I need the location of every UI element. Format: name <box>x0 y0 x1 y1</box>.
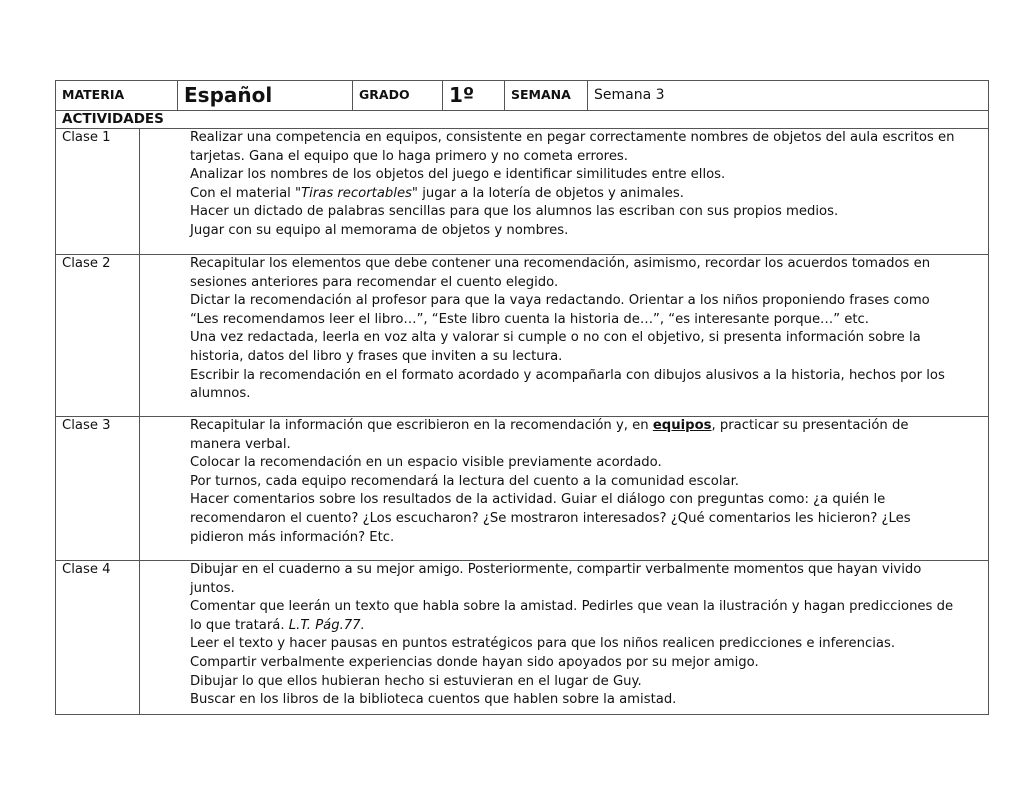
actividades-row <box>56 111 989 129</box>
activity-line: Dibujar en el cuaderno a su mejor amigo. Posteriormente, compartir verbalmente momentos que hayan vivido <box>190 562 922 577</box>
activity-line: Jugar con su equipo al memorama de objetos y nombres. <box>190 222 569 238</box>
activity-line: recomendaron el cuento? ¿Los escucharon? ¿Se mostraron interesados? ¿Qué comentarios les hicieron? ¿Les <box>190 510 911 526</box>
activity-line: Leer el texto y hacer pausas en puntos estratégicos para que los niños realicen predicciones e inferencias. <box>190 636 896 652</box>
grado-label: GRADO <box>353 81 443 111</box>
clase-activities <box>140 417 989 561</box>
activity-line: Recapitular los elementos que debe contener una recomendación, asimismo, recordar los acuerdos tomados en <box>190 256 931 271</box>
activity-line: tarjetas. Gana el equipo que lo haga primero y no cometa errores. <box>190 148 628 164</box>
text-segment: Con el material <box>190 185 296 201</box>
activity-line: Realizar una competencia en equipos, consistente en pegar correctamente nombres de objetos del aula escritos en <box>190 130 955 145</box>
activity-line: Compartir verbalmente experiencias donde hayan sido apoyados por su mejor amigo. <box>190 654 759 670</box>
activity-line: manera verbal. <box>190 436 291 452</box>
activity-line: Dibujar lo que ellos hubieran hecho si estuvieran en el lugar de Guy. <box>190 673 642 689</box>
clase-row <box>56 417 989 561</box>
activity-line: alumnos. <box>190 386 251 402</box>
clase-name: Clase 1 <box>56 129 140 255</box>
semana-value: Semana 3 <box>588 81 989 111</box>
activity-line <box>190 417 984 436</box>
lesson-plan-table <box>55 80 989 715</box>
activity-line <box>190 617 984 636</box>
activity-line: Hacer comentarios sobre los resultados de la actividad. Guiar el diálogo con preguntas como: ¿a quién le <box>190 492 886 508</box>
semana-label: SEMANA <box>505 81 588 111</box>
textbook-reference: L.T. Pág.77. <box>288 617 365 633</box>
activity-line: Hacer un dictado de palabras sencillas para que los alumnos las escriban con sus propios medios. <box>190 204 839 220</box>
activity-line: sesiones anteriores para recomendar el cuento elegido. <box>190 274 559 290</box>
clase-row <box>56 561 989 715</box>
activity-line: Colocar la recomendación en un espacio visible previamente acordado. <box>190 455 662 471</box>
clase-name: Clase 2 <box>56 255 140 417</box>
clase-name: Clase 3 <box>56 417 140 561</box>
material-title: "Tiras recortables" <box>295 185 418 201</box>
activity-line: juntos. <box>190 580 235 596</box>
activity-line: Una vez redactada, leerla en voz alta y valorar si cumple o no con el objetivo, si presenta información sobre la <box>190 330 921 346</box>
clase-activities <box>140 561 989 715</box>
activity-line: pidieron más información? Etc. <box>190 529 395 545</box>
materia-label: MATERIA <box>56 81 178 111</box>
activity-line: Dictar la recomendación al profesor para que la vaya redactando. Orientar a los niños proponiendo frases como <box>190 293 930 309</box>
activity-line: historia, datos del libro y frases que inviten a su lectura. <box>190 348 563 364</box>
activity-line: Analizar los nombres de los objetos del juego e identificar similitudes entre ellos. <box>190 167 726 183</box>
activity-line: Por turnos, cada equipo recomendará la lectura del cuento a la comunidad escolar. <box>190 473 739 489</box>
clase-name: Clase 4 <box>56 561 140 715</box>
clase-row <box>56 129 989 255</box>
text-segment: Recapitular la información que escribieron en la recomendación y, en <box>190 418 653 433</box>
activity-line: Comentar que leerán un texto que habla sobre la amistad. Pedirles que vean la ilustración y hagan predicciones de <box>190 599 954 615</box>
clase-activities <box>140 129 989 255</box>
text-segment: lo que tratará. <box>190 617 289 633</box>
clase-row <box>56 255 989 417</box>
text-segment: jugar a la lotería de objetos y animales. <box>418 185 684 201</box>
clase-activities <box>140 255 989 417</box>
activity-line <box>190 185 984 204</box>
materia-value: Español <box>178 81 353 111</box>
grado-value: 1º <box>443 81 505 111</box>
lesson-plan-page <box>55 80 988 715</box>
activity-line: “Les recomendamos leer el libro…”, “Este libro cuenta la historia de…”, “es interesante porque…” etc. <box>190 311 869 327</box>
emphasized-word: equipos <box>652 418 712 433</box>
activity-line: Escribir la recomendación en el formato acordado y acompañarla con dibujos alusivos a la historia, hechos por los <box>190 367 945 383</box>
actividades-label: ACTIVIDADES <box>56 111 989 129</box>
activity-line: Buscar en los libros de la biblioteca cuentos que hablen sobre la amistad. <box>190 692 677 708</box>
header-row <box>56 81 989 111</box>
text-segment: , practicar su presentación de <box>711 418 909 433</box>
